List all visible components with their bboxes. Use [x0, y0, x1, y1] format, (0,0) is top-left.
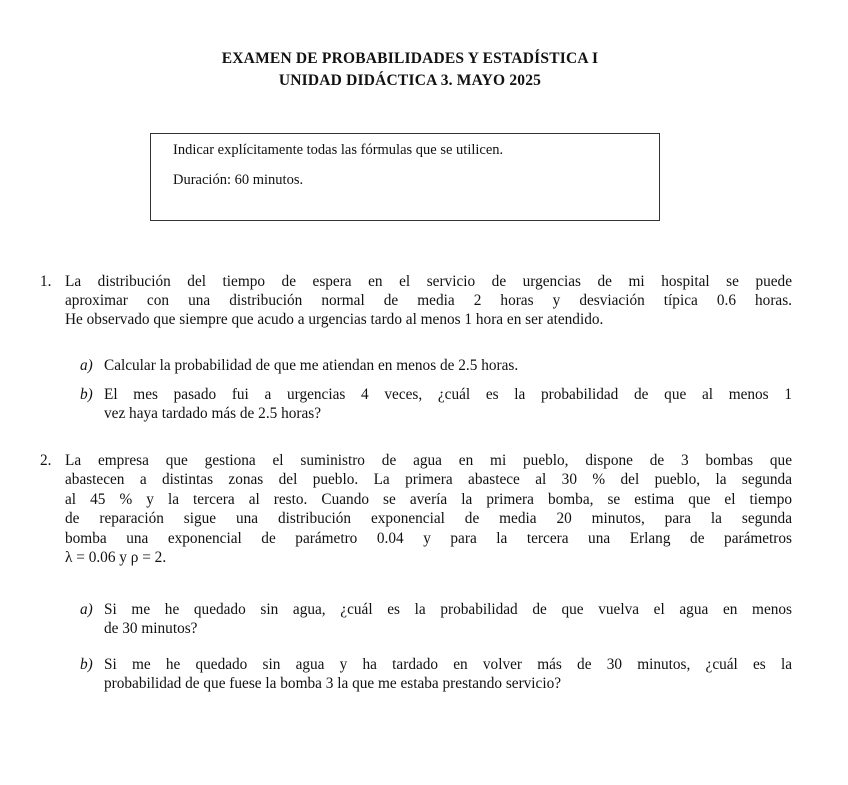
part-label: a) [80, 357, 93, 374]
question-text-line: λ = 0.06 y ρ = 2. [65, 549, 167, 566]
question-text-line: La empresa que gestiona el suministro de agua en mi pueblo, dispone de 3 bombas que [65, 452, 792, 469]
part-label: b) [80, 386, 93, 403]
part-label: b) [80, 656, 93, 673]
question-text-line: aproximar con una distribución normal de media 2 horas y desviación típica 0.6 horas. [65, 292, 792, 309]
part-text-line: El mes pasado fui a urgencias 4 veces, ¿cuál es la probabilidad de que al menos 1 [104, 386, 792, 403]
part-text-line: vez haya tardado más de 2.5 horas? [104, 405, 322, 422]
question-number: 2. [40, 452, 52, 469]
exam-title: EXAMEN DE PROBABILIDADES Y ESTADÍSTICA I [221, 50, 599, 67]
part-text-line: Si me he quedado sin agua y ha tardado en volver más de 30 minutos, ¿cuál es la [104, 656, 792, 673]
instruction-duration: Duración: 60 minutos. [173, 172, 304, 188]
part-label: a) [80, 601, 93, 618]
part-text-line: Calcular la probabilidad de que me atiendan en menos de 2.5 horas. [104, 357, 519, 374]
exam-subtitle: UNIDAD DIDÁCTICA 3. MAYO 2025 [278, 72, 542, 89]
question-text-line: de reparación sigue una distribución exponencial de media 20 minutos, para la segunda [65, 510, 792, 527]
question-text-line: abastecen a distintas zonas del pueblo. La primera abastece al 30 % del pueblo, la segunda [65, 471, 792, 488]
part-text-line: de 30 minutos? [104, 620, 198, 637]
question-text-line: La distribución del tiempo de espera en el servicio de urgencias de mi hospital se puede [65, 273, 792, 290]
part-text-line: Si me he quedado sin agua, ¿cuál es la probabilidad de que vuelva el agua en menos [104, 601, 792, 618]
question-text-line: bomba una exponencial de parámetro 0.04 y para la tercera una Erlang de parámetros [65, 530, 792, 547]
question-text-line: al 45 % y la tercera al resto. Cuando se avería la primera bomba, se estima que el tiempo [65, 491, 792, 508]
part-text-line: probabilidad de que fuese la bomba 3 la que me estaba prestando servicio? [104, 675, 562, 692]
question-text-line: He observado que siempre que acudo a urgencias tardo al menos 1 hora en ser atendido. [65, 311, 604, 328]
instruction-formulas: Indicar explícitamente todas las fórmulas que se utilicen. [173, 142, 504, 158]
question-number: 1. [40, 273, 52, 290]
